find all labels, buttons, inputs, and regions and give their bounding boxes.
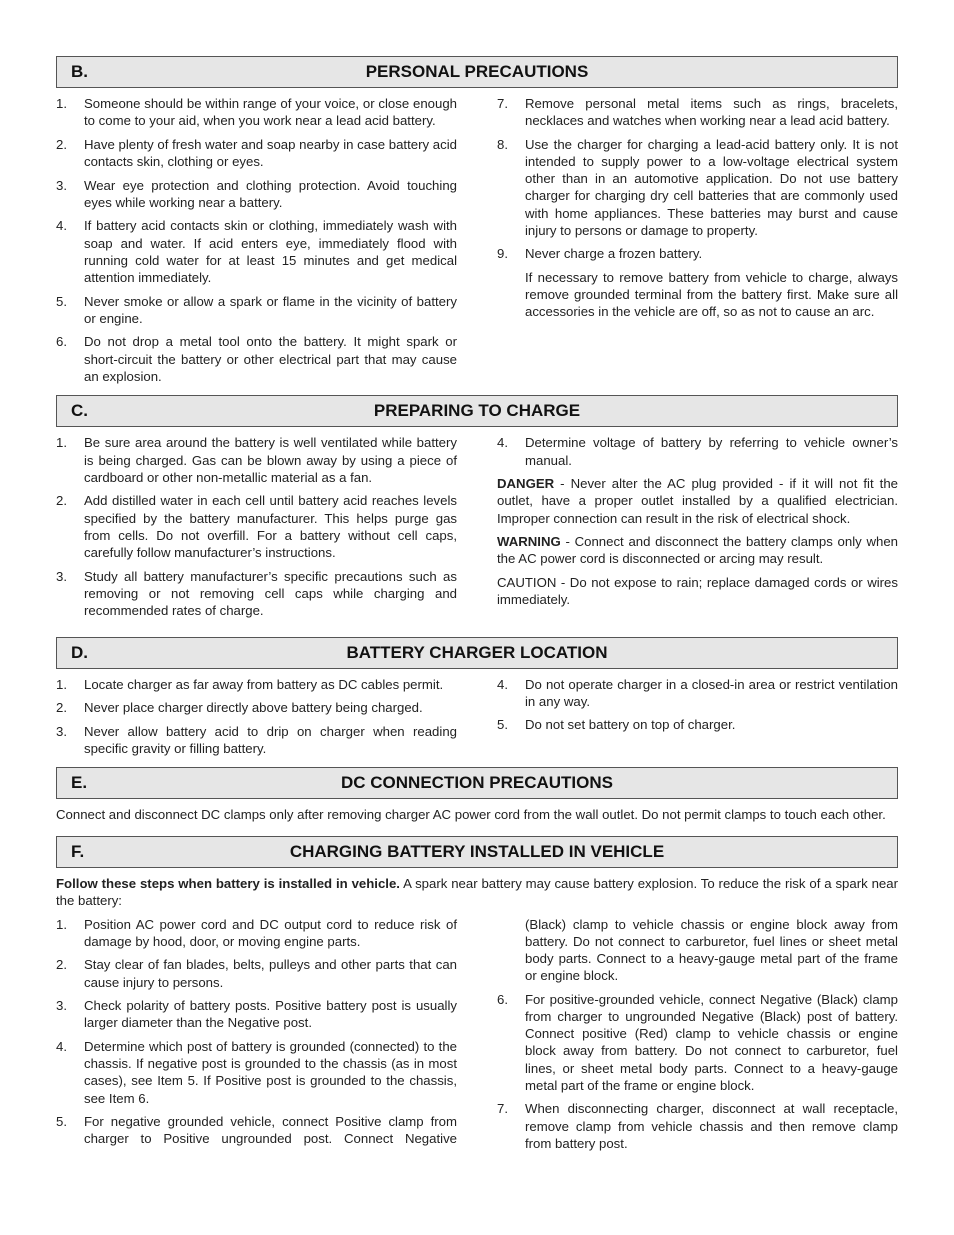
section-c-title: PREPARING TO CHARGE [373,401,581,421]
section-c-letter: C. [71,401,88,421]
list-item: 4. Determine which post of battery is grounded (connected) to the chassis. If negative post is grounded to the chassis (as in most cases), see Item 5. If Positive post is grounded to the chassis, see Item 6. [56,1038,457,1106]
danger-notice: DANGER - Never alter the AC plug provided - if it will not fit the outlet, have a proper outlet installed by a qualified electrician. Improper connection can result in the risk of electrical shock. [497,476,898,526]
list-item: 2. Have plenty of fresh water and soap nearby in case battery acid contacts skin, clothing or eyes. [56,136,457,169]
section-f-body [56,916,898,1159]
list-item: 3. Wear eye protection and clothing protection. Avoid touching eyes while working near a battery. [56,177,457,210]
list-item: 9. Never charge a frozen battery. [497,246,703,262]
manual-page [56,56,898,1158]
section-d-body [56,676,898,764]
list-item: 6. Do not drop a metal tool onto the battery. It might spark or short-circuit the battery or other electrical part that may cause an explosion. [56,334,457,384]
section-c-right-column [497,434,898,625]
section-b-right-column [497,95,898,391]
list-item: 8. Use the charger for charging a lead-acid battery only. It is not intended to supply power to a low-voltage electrical system other than in an automotive application. Do not use battery charger for charging dry cell batteries that are commonly used with home appliances. These batteries may burst and cause injury to persons or damage to property. [497,136,898,238]
list-item: 4. Determine voltage of battery by referring to vehicle owner’s manual. [497,435,898,468]
section-b-header [56,56,898,88]
list-item: 1. Position AC power cord and DC output cord to reduce risk of damage by hood, door, or moving engine parts. [56,916,457,949]
section-b-note: If necessary to remove battery from vehicle to charge, always remove grounded terminal from the battery first. Make sure all accessories in the vehicle are off, so as not to cause an arc. [525,270,898,320]
section-d-letter: D. [71,642,88,662]
section-b-letter: B. [71,62,88,81]
section-b-title: PERSONAL PRECAUTIONS [365,62,589,81]
section-d-header [56,637,898,669]
section-f-right-column [497,916,898,1159]
section-e-text: Connect and disconnect DC clamps only after removing charger AC power cord from the wall outlet. Do not permit clamps to touch each other. [56,806,886,822]
list-item: 1. Be sure area around the battery is well ventilated while battery is being charged. Gas can be blown away by using a piece of cardboard or other non-metallic material as a fan. [56,435,457,485]
list-item: 1. Locate charger as far away from battery as DC cables permit. [56,676,444,692]
section-e-letter: E. [71,772,88,792]
list-item: 2. Add distilled water in each cell until battery acid reaches levels specified by the battery manufacturer. This helps purge gas from cells. Do not overfill. For a battery without cell caps, carefully follow manufacturer’s instructions. [56,493,457,560]
list-item: 5. Do not set battery on top of charger. [497,717,736,733]
list-item: 3. Never allow battery acid to drip on charger when reading specific gravity or filling battery. [56,723,457,756]
section-c-left-column [56,434,457,625]
list-item: 3. Study all battery manufacturer’s specific precautions such as removing or not removing cell caps while charging and recommended rates of charge. [56,568,457,618]
list-item: 2. Never place charger directly above battery being charged. [56,700,423,716]
list-item: 4. If battery acid contacts skin or clothing, immediately wash with soap and water. If acid enters eye, immediately flood with running cold water for at least 15 minutes and get medical attention immediately. [56,218,457,285]
section-f-header [56,836,898,868]
list-item: 6. For positive-grounded vehicle, connect Negative (Black) clamp from charger to ungrounded Negative (Black) post of battery. Connect positive (Red) clamp to vehicle chassis or engine block away from battery. Do not connect to carburetor, fuel lines, or sheet metal body parts. Connect to a heavy-gauge metal part of the frame or engine block. [497,991,898,1093]
section-c-body [56,434,898,625]
list-item: 5. Never smoke or allow a spark or flame in the vicinity of battery or engine. [56,293,457,326]
section-b-body [56,95,898,391]
section-d-title: BATTERY CHARGER LOCATION [346,642,608,662]
list-item: 2. Stay clear of fan blades, belts, pulleys and other parts that can cause injury to persons. [56,957,457,990]
section-d-left-column [56,676,457,764]
list-item: 7. When disconnecting charger, disconnect at wall receptacle, remove clamp from vehicle chassis and then remove clamp from battery post. [497,1101,898,1151]
section-c-header [56,395,898,427]
section-f-title: CHARGING BATTERY INSTALLED IN VEHICLE [289,841,665,861]
section-d-right-column [497,676,898,764]
section-f-letter: F. [71,841,85,861]
section-b-left-column [56,95,457,391]
section-f-intro: Follow these steps when battery is installed in vehicle. A spark near battery may cause battery explosion. To reduce the risk of a spark near the battery: [56,875,898,908]
section-f-left-column [56,916,457,1159]
list-item: 4. Do not operate charger in a closed-in area or restrict ventilation in any way. [497,676,898,709]
list-item: 3. Check polarity of battery posts. Positive battery post is usually larger diameter than the Negative post. [56,998,457,1031]
list-item: 7. Remove personal metal items such as rings, bracelets, necklaces and watches when working near a lead acid battery. [497,96,898,129]
caution-notice: CAUTION - Do not expose to rain; replace damaged cords or wires immediately. [497,574,898,608]
warning-notice: WARNING - Connect and disconnect the battery clamps only when the AC power cord is disconnected or arcing may result. [497,534,898,567]
section-e-header [56,767,898,799]
item-5-continued: (Black) clamp to vehicle chassis or engine block away from battery. Do not connect to carburetor, fuel lines or sheet metal body parts. Connect to a heavy-gauge metal part of the frame or engine block. [525,916,898,984]
list-item: 1. Someone should be within range of your voice, or close enough to come to your aid, when you work near a lead acid battery. [56,96,457,129]
list-item: 5. For negative grounded vehicle, connect Positive clamp from charger to Positive ungrounded post. Connect Negative [56,1114,457,1147]
section-e-title: DC CONNECTION PRECAUTIONS [340,772,613,792]
